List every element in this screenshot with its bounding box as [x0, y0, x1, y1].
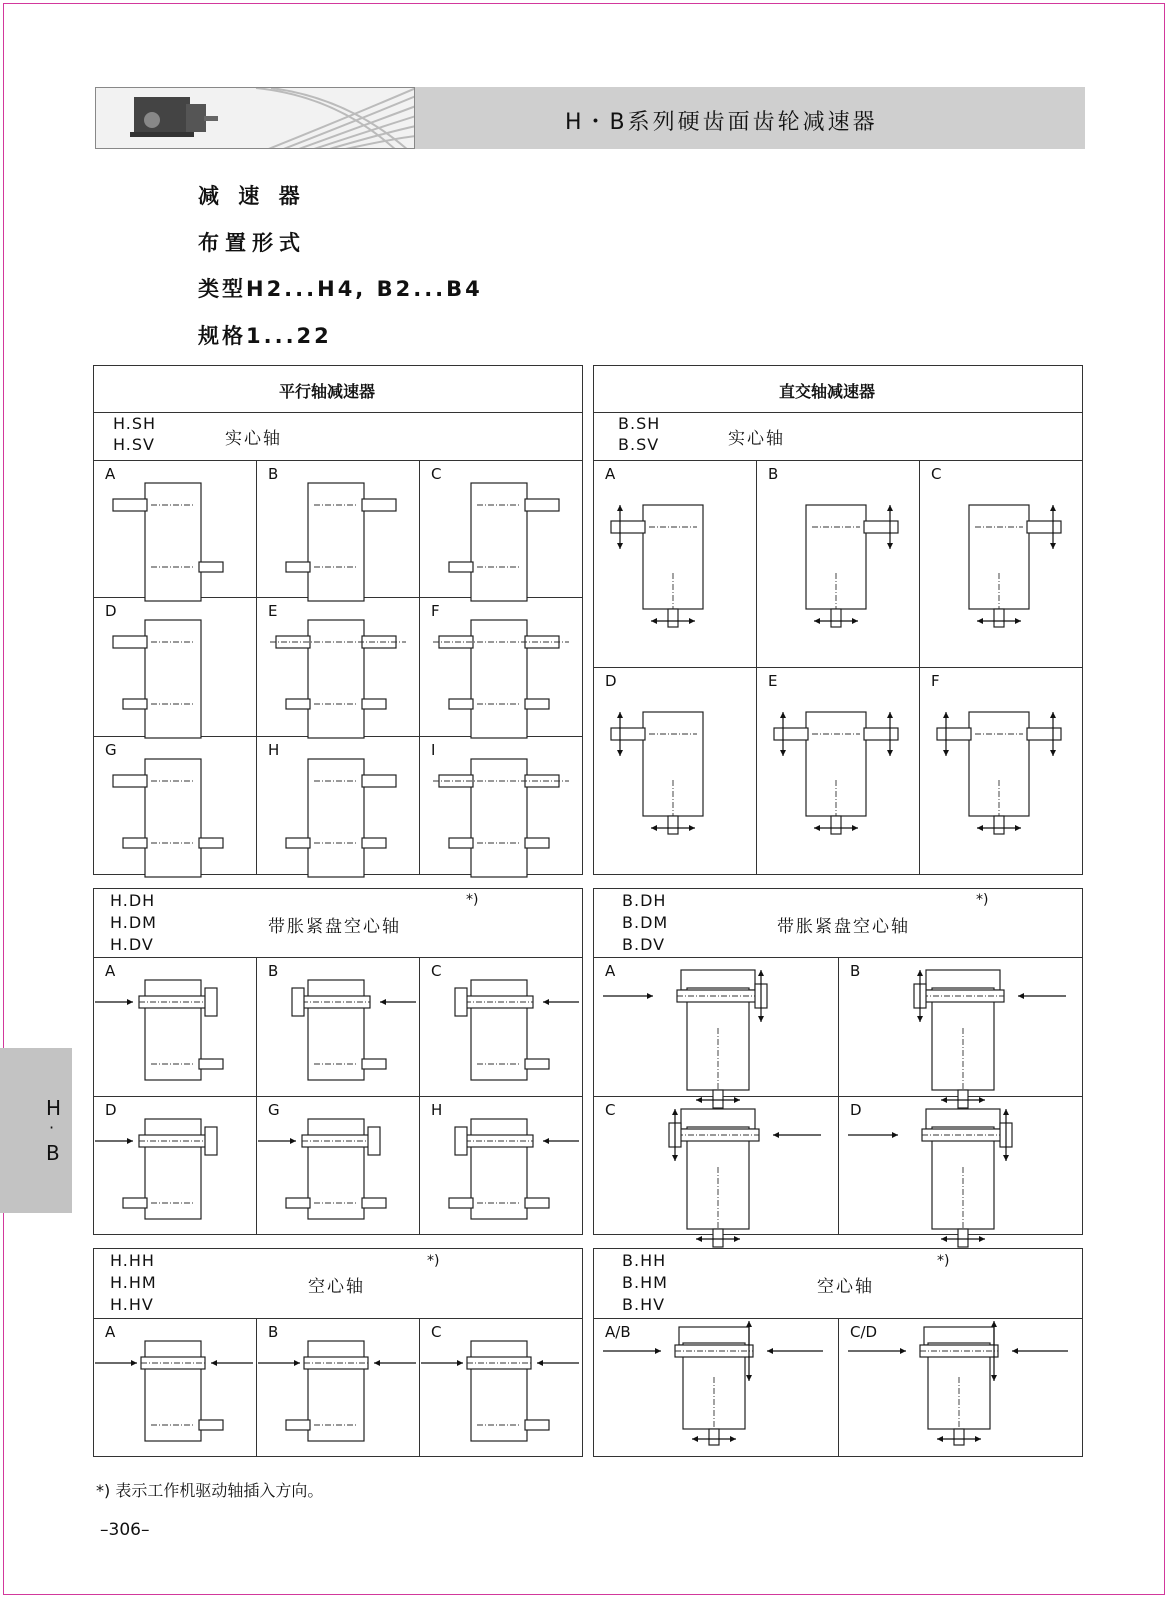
housing-box: [471, 620, 527, 738]
arrow-head: [1015, 618, 1021, 624]
page-title: H・B系列硬齿面齿轮减速器: [565, 110, 878, 135]
input-shaft: [362, 636, 396, 648]
h-solid-type: 实心轴: [225, 429, 282, 449]
output-shaft: [525, 1198, 549, 1208]
input-shaft: [1027, 728, 1061, 740]
arrow-head: [758, 970, 764, 976]
h-shrink-code-2: H.DM: [110, 913, 157, 932]
arrow-head: [887, 505, 893, 511]
arrow-head: [1050, 505, 1056, 511]
arrow-head: [651, 825, 657, 831]
b-hollow-code-1: B.HH: [622, 1251, 667, 1270]
housing-top: [679, 1327, 749, 1345]
arrow-head: [689, 618, 695, 624]
housing-box: [308, 759, 364, 877]
arrow-head: [767, 1348, 773, 1354]
output-shaft: [525, 699, 549, 709]
h-hollow-code-1: H.HH: [110, 1251, 155, 1270]
housing-box: [969, 712, 1029, 816]
arrow-head: [887, 712, 893, 718]
arrow-head: [1018, 993, 1024, 999]
b-solid-cell-label-5: F: [931, 672, 940, 690]
housing-box: [643, 712, 703, 816]
hollow-shaft: [304, 1357, 368, 1369]
arrow-head: [780, 712, 786, 718]
arrow-head: [617, 505, 623, 511]
h-hollow-code-2: H.HM: [110, 1273, 157, 1292]
right-angle-section-title: 直交轴减速器: [779, 382, 876, 401]
output-shaft: [362, 699, 386, 709]
h-solid-cell-label-2: C: [431, 465, 442, 483]
arrow-head: [537, 1360, 543, 1366]
housing-box: [471, 1119, 527, 1219]
housing-top: [926, 970, 1000, 990]
arrow-head: [374, 1360, 380, 1366]
arrow-head: [758, 1016, 764, 1022]
hollow-shaft: [141, 1357, 205, 1369]
arrow-head: [1015, 825, 1021, 831]
output-shaft: [199, 1059, 223, 1069]
h-solid-cell-label-0: A: [105, 465, 116, 483]
arrow-head: [457, 1360, 463, 1366]
arrow-head: [746, 1321, 752, 1327]
arrow-head: [127, 1138, 133, 1144]
output-shaft: [713, 1229, 723, 1247]
shrink-disc: [455, 988, 467, 1016]
housing-box: [308, 980, 364, 1080]
arrow-head: [991, 1375, 997, 1381]
input-shaft: [937, 728, 971, 740]
h-hollow-footnote-mark: *): [427, 1253, 440, 1269]
arrow-head: [294, 1360, 300, 1366]
output-shaft: [286, 838, 310, 848]
b-shrink-footnote-mark: *): [976, 892, 989, 908]
h-shrink-cell-label-3: D: [105, 1101, 117, 1119]
h-hollow-code-3: H.HV: [110, 1295, 154, 1314]
output-shaft: [449, 699, 473, 709]
b-solid-code-2: B.SV: [618, 435, 660, 454]
b-solid-cell-label-3: D: [605, 672, 617, 690]
shrink-disc: [455, 1127, 467, 1155]
output-shaft: [831, 609, 841, 627]
b-hollow-footnote-mark: *): [937, 1253, 950, 1269]
arrow-head: [1050, 750, 1056, 756]
output-shaft: [362, 838, 386, 848]
arrow-head: [773, 1132, 779, 1138]
arrow-head: [814, 825, 820, 831]
output-shaft: [994, 609, 1004, 627]
h-shrink-cell-label-2: C: [431, 962, 442, 980]
shrink-disc: [205, 1127, 217, 1155]
housing-top: [681, 1109, 755, 1129]
output-shaft: [449, 562, 473, 572]
arrow-head: [127, 999, 133, 1005]
arrow-head: [941, 1097, 947, 1103]
housing-top: [681, 970, 755, 990]
shrink-disc: [292, 988, 304, 1016]
arrow-head: [937, 1436, 943, 1442]
output-shaft: [709, 1429, 719, 1445]
arrow-head: [672, 1109, 678, 1115]
b-shrink-code-3: B.DV: [622, 935, 666, 954]
output-shaft: [668, 609, 678, 627]
h-solid-cell-label-3: D: [105, 602, 117, 620]
housing-box: [471, 483, 527, 601]
housing-box: [308, 1119, 364, 1219]
hollow-shaft: [467, 1357, 531, 1369]
housing-box: [806, 505, 866, 609]
arrow-head: [852, 618, 858, 624]
output-shaft: [286, 562, 310, 572]
h-solid-code-2: H.SV: [113, 435, 155, 454]
output-shaft: [362, 1198, 386, 1208]
b-hollow-cell-label-0: A/B: [605, 1323, 631, 1341]
output-shaft: [123, 1198, 147, 1208]
input-shaft: [611, 521, 645, 533]
arrow-head: [617, 543, 623, 549]
b-solid-code-1: B.SH: [618, 414, 661, 433]
housing-box: [969, 505, 1029, 609]
output-shaft: [449, 838, 473, 848]
output-shaft: [713, 1090, 723, 1108]
arrow-head: [917, 1016, 923, 1022]
h-solid-cell-label-7: H: [268, 741, 280, 759]
b-shrink-cell-label-1: B: [850, 962, 861, 980]
housing-box: [308, 620, 364, 738]
housing-box: [471, 980, 527, 1080]
input-shaft: [864, 728, 898, 740]
arrow-head: [977, 618, 983, 624]
b-solid-cell-label-0: A: [605, 465, 616, 483]
input-shaft: [113, 775, 147, 787]
output-shaft: [199, 562, 223, 572]
output-shaft: [286, 699, 310, 709]
input-shaft: [525, 775, 559, 787]
b-shrink-cell-label-3: D: [850, 1101, 862, 1119]
h-shrink-footnote-mark: *): [466, 892, 479, 908]
output-shaft: [954, 1429, 964, 1445]
side-tab: [0, 1048, 72, 1213]
arrow-head: [290, 1138, 296, 1144]
side-tab-letter-b: B: [46, 1141, 60, 1165]
h-shrink-cell-label-1: B: [268, 962, 279, 980]
housing-box: [145, 759, 201, 877]
intro-line-4: 规格1...22: [198, 324, 332, 348]
input-shaft: [525, 636, 559, 648]
arrow-head: [852, 825, 858, 831]
output-shaft: [668, 816, 678, 834]
output-shaft: [123, 838, 147, 848]
output-shaft: [525, 1420, 549, 1430]
output-shaft: [362, 1059, 386, 1069]
arrow-head: [746, 1375, 752, 1381]
arrow-head: [1003, 1109, 1009, 1115]
housing-box: [643, 505, 703, 609]
arrow-head: [543, 999, 549, 1005]
arrow-head: [730, 1436, 736, 1442]
h-solid-code-1: H.SH: [113, 414, 157, 433]
b-shrink-code-2: B.DM: [622, 913, 669, 932]
input-shaft: [113, 499, 147, 511]
arrow-head: [814, 618, 820, 624]
arrow-head: [380, 999, 386, 1005]
arrow-head: [672, 1155, 678, 1161]
arrow-head: [696, 1097, 702, 1103]
output-shaft: [525, 1059, 549, 1069]
output-shaft: [449, 1198, 473, 1208]
side-tab-dot: ·: [49, 1118, 55, 1137]
output-shaft: [958, 1229, 968, 1247]
input-shaft: [864, 521, 898, 533]
h-shrink-cell-label-4: G: [268, 1101, 280, 1119]
output-shaft: [831, 816, 841, 834]
input-shaft: [525, 499, 559, 511]
h-hollow-type: 空心轴: [308, 1277, 365, 1297]
housing-box: [145, 980, 201, 1080]
footnote: *) 表示工作机驱动轴插入方向。: [96, 1481, 324, 1500]
arrow-head: [734, 1236, 740, 1242]
arrow-head: [617, 712, 623, 718]
housing-box: [471, 1341, 527, 1441]
arrow-head: [1012, 1348, 1018, 1354]
arrow-head: [543, 1138, 549, 1144]
output-shaft: [199, 838, 223, 848]
arrow-head: [617, 750, 623, 756]
arrow-head: [887, 543, 893, 549]
output-shaft: [199, 1420, 223, 1430]
input-shaft: [113, 636, 147, 648]
h-solid-cell-label-6: G: [105, 741, 117, 759]
input-shaft: [362, 775, 396, 787]
output-shaft: [994, 816, 1004, 834]
h-solid-cell-label-5: F: [431, 602, 440, 620]
housing-box: [308, 483, 364, 601]
arrow-head: [887, 750, 893, 756]
h-hollow-cell-label-2: C: [431, 1323, 442, 1341]
h-solid-cell-label-8: I: [431, 741, 436, 759]
input-shaft: [611, 728, 645, 740]
b-hollow-type: 空心轴: [817, 1277, 874, 1297]
housing-box: [145, 620, 201, 738]
arrow-head: [1050, 712, 1056, 718]
side-tab-letter-h: H: [46, 1096, 62, 1120]
output-shaft: [286, 1420, 310, 1430]
h-shrink-cell-label-0: A: [105, 962, 116, 980]
arrow-head: [1050, 543, 1056, 549]
parallel-section-title: 平行轴减速器: [279, 382, 376, 401]
arrow-head: [941, 1236, 947, 1242]
h-hollow-cell-label-0: A: [105, 1323, 116, 1341]
arrow-head: [943, 750, 949, 756]
output-shaft: [525, 838, 549, 848]
h-shrink-code-1: H.DH: [110, 891, 156, 910]
arrow-head: [655, 1348, 661, 1354]
b-solid-cell-label-1: B: [768, 465, 779, 483]
housing-top: [924, 1327, 994, 1345]
h-solid-cell-label-1: B: [268, 465, 279, 483]
housing-box: [471, 759, 527, 877]
housing-box: [145, 483, 201, 601]
intro-line-1: 减 速 器: [198, 184, 306, 208]
arrow-head: [1003, 1155, 1009, 1161]
intro-line-2: 布置形式: [198, 231, 306, 255]
arrow-head: [211, 1360, 217, 1366]
shrink-disc: [368, 1127, 380, 1155]
b-shrink-type: 带胀紧盘空心轴: [777, 917, 910, 937]
housing-box: [806, 712, 866, 816]
shrink-disc: [205, 988, 217, 1016]
arrow-head: [917, 970, 923, 976]
b-shrink-code-1: B.DH: [622, 891, 667, 910]
arrow-head: [689, 825, 695, 831]
h-shrink-cell-label-5: H: [431, 1101, 443, 1119]
b-shrink-cell-label-0: A: [605, 962, 616, 980]
b-hollow-code-2: B.HM: [622, 1273, 668, 1292]
arrow-head: [131, 1360, 137, 1366]
input-shaft: [362, 499, 396, 511]
housing-top: [926, 1109, 1000, 1129]
h-shrink-type: 带胀紧盘空心轴: [268, 917, 401, 937]
b-hollow-code-3: B.HV: [622, 1295, 666, 1314]
arrow-head: [991, 1321, 997, 1327]
h-hollow-cell-label-1: B: [268, 1323, 279, 1341]
b-solid-type: 实心轴: [728, 429, 785, 449]
page-number: –306–: [100, 1520, 150, 1540]
arrow-head: [734, 1097, 740, 1103]
arrow-head: [943, 712, 949, 718]
arrow-head: [651, 618, 657, 624]
output-shaft: [123, 699, 147, 709]
b-shrink-cell-label-2: C: [605, 1101, 616, 1119]
housing-box: [308, 1341, 364, 1441]
b-hollow-cell-label-1: C/D: [850, 1323, 878, 1341]
arrow-head: [692, 1436, 698, 1442]
housing-box: [145, 1341, 201, 1441]
arrow-head: [892, 1132, 898, 1138]
input-shaft: [774, 728, 808, 740]
arrow-head: [780, 750, 786, 756]
housing-box: [145, 1119, 201, 1219]
arrow-head: [979, 1236, 985, 1242]
arrow-head: [977, 825, 983, 831]
arrow-head: [696, 1236, 702, 1242]
h-solid-cell-label-4: E: [268, 602, 278, 620]
b-solid-cell-label-4: E: [768, 672, 778, 690]
arrow-head: [647, 993, 653, 999]
arrow-head: [975, 1436, 981, 1442]
arrow-head: [979, 1097, 985, 1103]
input-shaft: [1027, 521, 1061, 533]
output-shaft: [958, 1090, 968, 1108]
h-shrink-code-3: H.DV: [110, 935, 154, 954]
output-shaft: [286, 1198, 310, 1208]
arrow-head: [900, 1348, 906, 1354]
b-solid-cell-label-2: C: [931, 465, 942, 483]
intro-line-3: 类型H2...H4, B2...B4: [198, 277, 483, 301]
